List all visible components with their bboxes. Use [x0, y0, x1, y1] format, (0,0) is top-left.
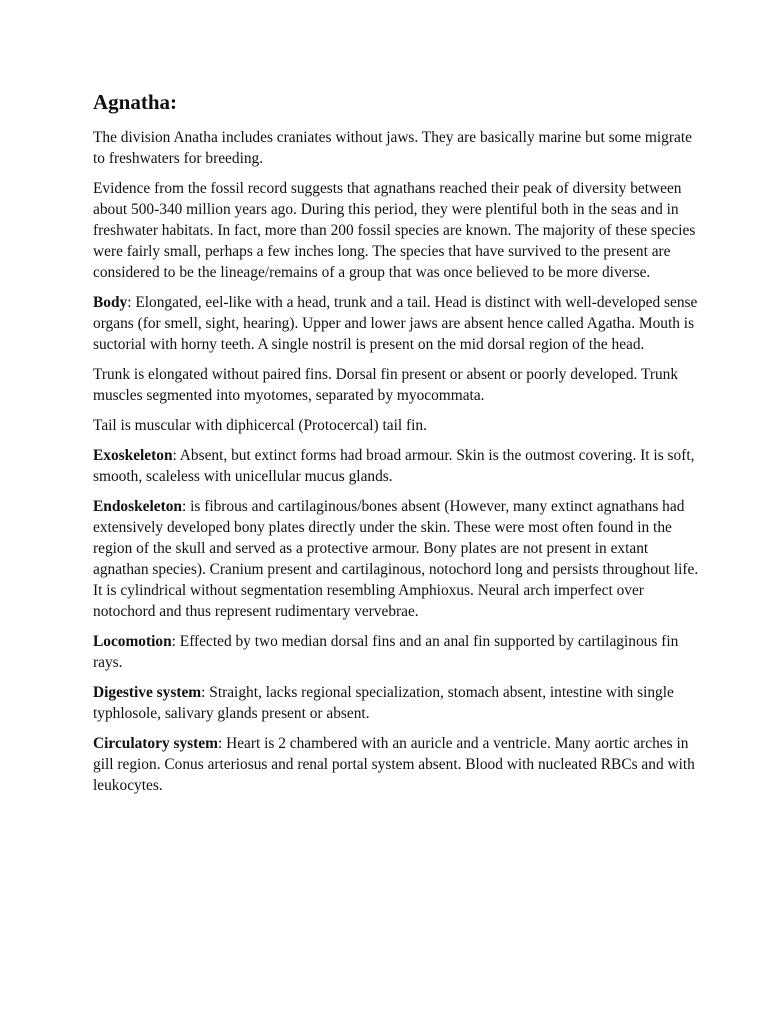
term-label: Exoskeleton — [93, 447, 173, 464]
paragraph-digestive-system — [93, 682, 705, 724]
paragraph-text: : Absent, but extinct forms had broad armour. Skin is the outmost covering. It is soft, smooth, scaleless with unicellular mucus glands. — [93, 447, 695, 485]
paragraph-tail — [93, 415, 705, 436]
paragraph-endoskeleton — [93, 496, 705, 622]
paragraph-text: Evidence from the fossil record suggests that agnathans reached their peak of diversity between about 500-340 million years ago. During this period, they were plentiful both in the seas and in freshwater habitats. In fact, more than 200 fossil species are known. The majority of these species were fairly small, perhaps a few inches long. The species that have survived to the present are considered to be the lineage/remains of a group that was once believed to be more diverse. — [93, 180, 696, 281]
paragraph-text: : Straight, lacks regional specialization, stomach absent, intestine with single typhlosole, salivary glands present or absent. — [93, 684, 674, 722]
paragraph-trunk — [93, 364, 705, 406]
document-page — [93, 89, 705, 805]
paragraph-text: : Effected by two median dorsal fins and an anal fin supported by cartilaginous fin rays. — [93, 633, 679, 671]
paragraph-text: : Heart is 2 chambered with an auricle and a ventricle. Many aortic arches in gill region. Conus arteriosus and renal portal system absent. Blood with nucleated RBCs and with leukocytes. — [93, 735, 695, 794]
paragraph-locomotion — [93, 631, 705, 673]
paragraph-intro — [93, 127, 705, 169]
paragraph-circulatory-system — [93, 733, 705, 796]
paragraph-text: Trunk is elongated without paired fins. Dorsal fin present or absent or poorly developed. Trunk muscles segmented into myotomes, separated by myocommata. — [93, 366, 679, 404]
term-label: Digestive system — [93, 684, 202, 701]
paragraph-body — [93, 292, 705, 355]
term-label: Circulatory system — [93, 735, 218, 752]
paragraph-exoskeleton — [93, 445, 705, 487]
paragraph-text: : Elongated, eel-like with a head, trunk and a tail. Head is distinct with well-developed sense organs (for smell, sight, hearing). Upper and lower jaws are absent hence called Agatha. Mouth is suctorial with horny teeth. A single nostril is present on the mid dorsal region of the head. — [93, 294, 698, 353]
term-label: Body — [93, 294, 128, 311]
page-title: Agnatha: — [93, 90, 178, 114]
paragraph-fossil-record — [93, 178, 705, 283]
paragraph-text: : is fibrous and cartilaginous/bones absent (However, many extinct agnathans had extensively developed bony plates directly under the skin. These were most often found in the region of the skull and served as a protective armour. Bony plates are not present in extant agnathan species). Cranium present and cartilaginous, notochord long and persists throughout life. It is cylindrical without segmentation resembling Amphioxus. Neural arch imperfect over notochord and thus represent rudimentary vervebrae. — [93, 498, 699, 620]
paragraph-text: The division Anatha includes craniates without jaws. They are basically marine but some migrate to freshwaters for breeding. — [93, 129, 692, 167]
paragraph-text: Tail is muscular with diphicercal (Protocercal) tail fin. — [93, 417, 427, 434]
term-label: Locomotion — [93, 633, 172, 650]
term-label: Endoskeleton — [93, 498, 182, 515]
